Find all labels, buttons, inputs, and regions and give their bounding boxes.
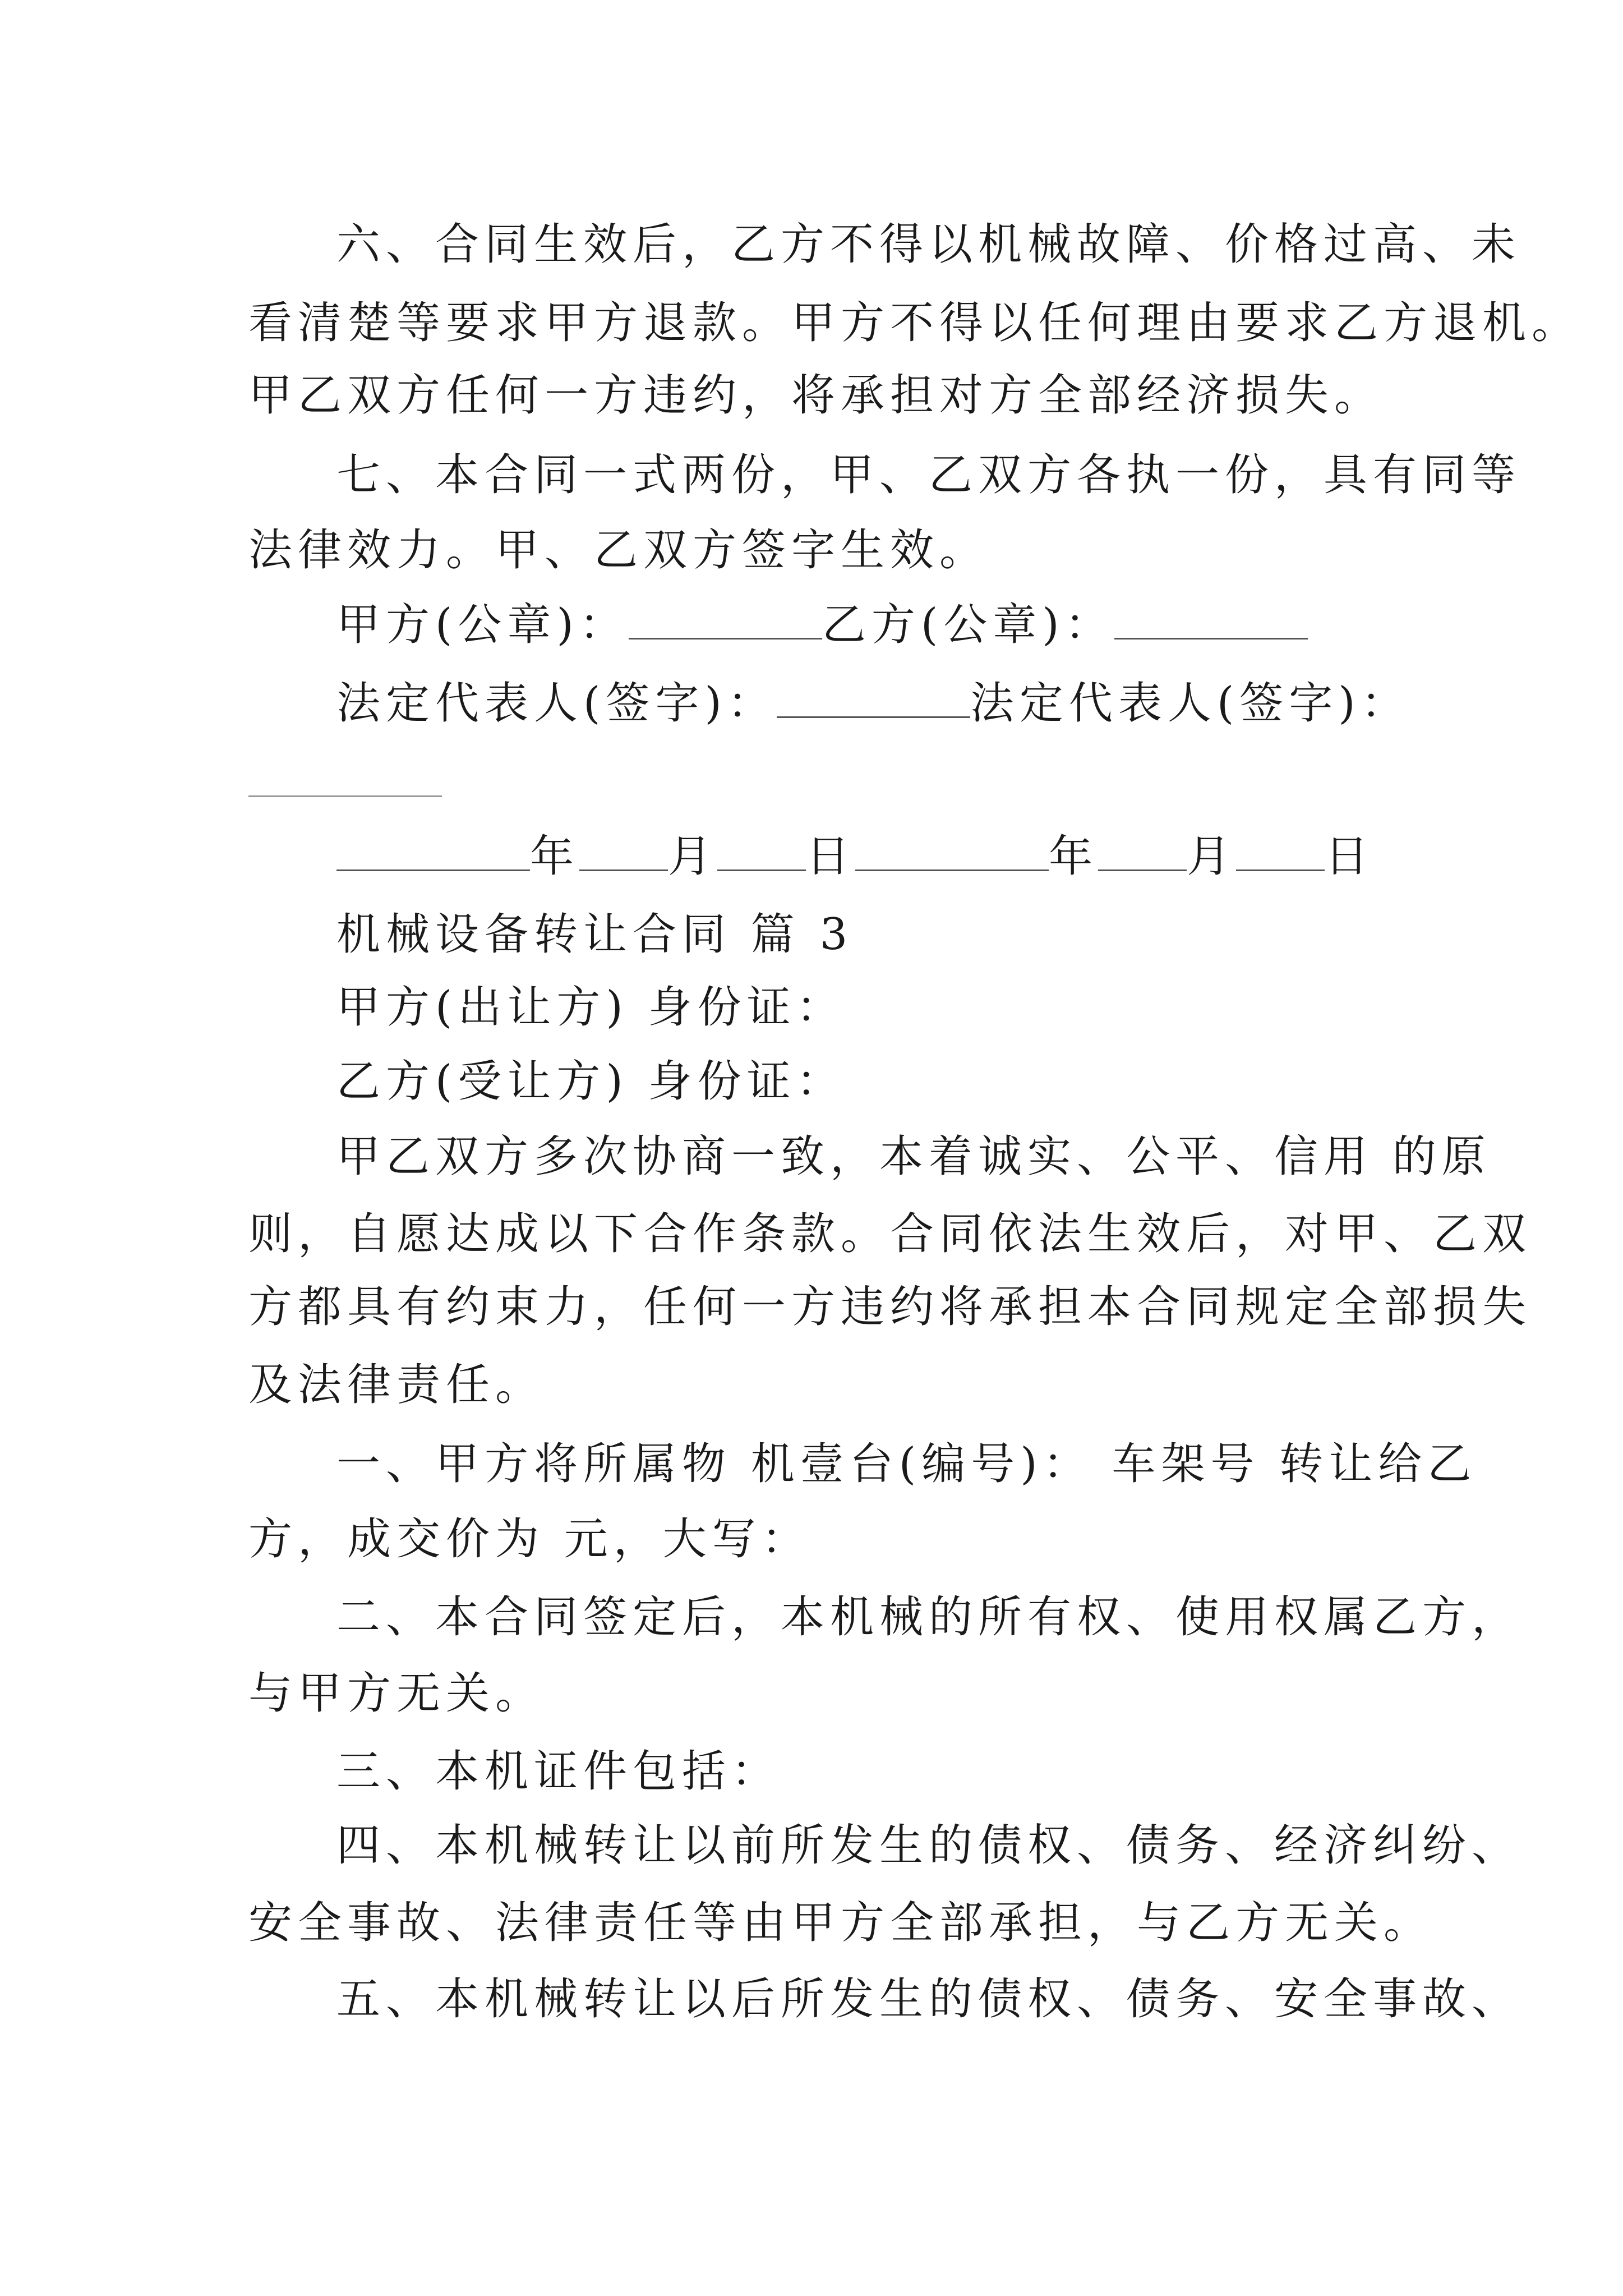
clause-4-line-1: 四、本机械转让以前所发生的债权、债务、经济纠纷、 <box>336 1820 1521 1871</box>
clause-1-line-1: 一、甲方将所属物 机壹台(编号)： 车架号 转让给乙 <box>336 1439 1477 1489</box>
clause-2-line-2: 与甲方无关。 <box>248 1668 545 1719</box>
clause-1-line-2: 方，成交价为 元，大写： <box>248 1514 811 1565</box>
rep-b-blank <box>248 795 442 797</box>
day-a-label: 日 <box>806 831 856 882</box>
party-b-id: 乙方(受让方) 身份证： <box>336 1056 846 1107</box>
clause-5-line-1: 五、本机械转让以后所发生的债权、债务、安全事故、 <box>336 1974 1521 2024</box>
month-b-label: 月 <box>1187 831 1237 882</box>
representative-line <box>336 675 1537 731</box>
clause-6-line-1: 六、合同生效后，乙方不得以机械故障、价格过高、未 <box>336 219 1521 270</box>
party-b-seal-label: 乙方(公章)： <box>822 600 1114 650</box>
year-b-label: 年 <box>1049 831 1099 882</box>
month-a-label: 月 <box>668 831 718 882</box>
month-b-blank <box>1098 830 1187 871</box>
rep-a-blank <box>777 677 970 718</box>
year-b-blank <box>855 830 1049 871</box>
clause-4-line-2: 安全事故、法律责任等由甲方全部承担，与乙方无关。 <box>248 1898 1433 1948</box>
section-title: 机械设备转让合同 篇 3 <box>336 909 854 960</box>
clause-2-line-1: 二、本合同签定后，本机械的所有权、使用权属乙方， <box>336 1592 1521 1642</box>
day-b-label: 日 <box>1325 831 1375 882</box>
month-a-blank <box>579 830 668 871</box>
rep-a-label: 法定代表人(签字)： <box>336 678 777 729</box>
party-a-id: 甲方(出让方) 身份证： <box>336 982 846 1033</box>
party-a-seal-blank <box>629 599 822 639</box>
day-a-blank <box>717 830 806 871</box>
year-a-blank <box>336 830 530 871</box>
clause-3-line-1: 三、本机证件包括： <box>336 1746 781 1797</box>
clause-6-line-3: 甲乙双方任何一方违约，将承担对方全部经济损失。 <box>248 370 1384 421</box>
clause-7-line-2: 法律效力。甲、乙双方签字生效。 <box>248 525 989 576</box>
year-a-label: 年 <box>530 831 580 882</box>
intro-line-3: 方都具有约束力，任何一方违约将承担本合同规定全部损失 <box>248 1282 1532 1332</box>
seal-line <box>336 597 1537 653</box>
day-b-blank <box>1236 830 1325 871</box>
clause-7-line-1: 七、本合同一式两份，甲、乙双方各执一份，具有同等 <box>336 450 1521 500</box>
intro-line-1: 甲乙双方多次协商一致，本着诚实、公平、信用 的原 <box>336 1131 1491 1182</box>
intro-line-4: 及法律责任。 <box>248 1360 545 1410</box>
clause-6-line-2: 看清楚等要求甲方退款。甲方不得以任何理由要求乙方退机。 <box>248 298 1581 348</box>
party-b-seal-blank <box>1114 599 1308 639</box>
party-a-seal-label: 甲方(公章)： <box>336 600 629 650</box>
rep-b-label: 法定代表人(签字)： <box>970 678 1410 729</box>
date-line <box>336 829 1537 885</box>
intro-line-2: 则，自愿达成以下合作条款。合同依法生效后，对甲、乙双 <box>248 1209 1532 1259</box>
